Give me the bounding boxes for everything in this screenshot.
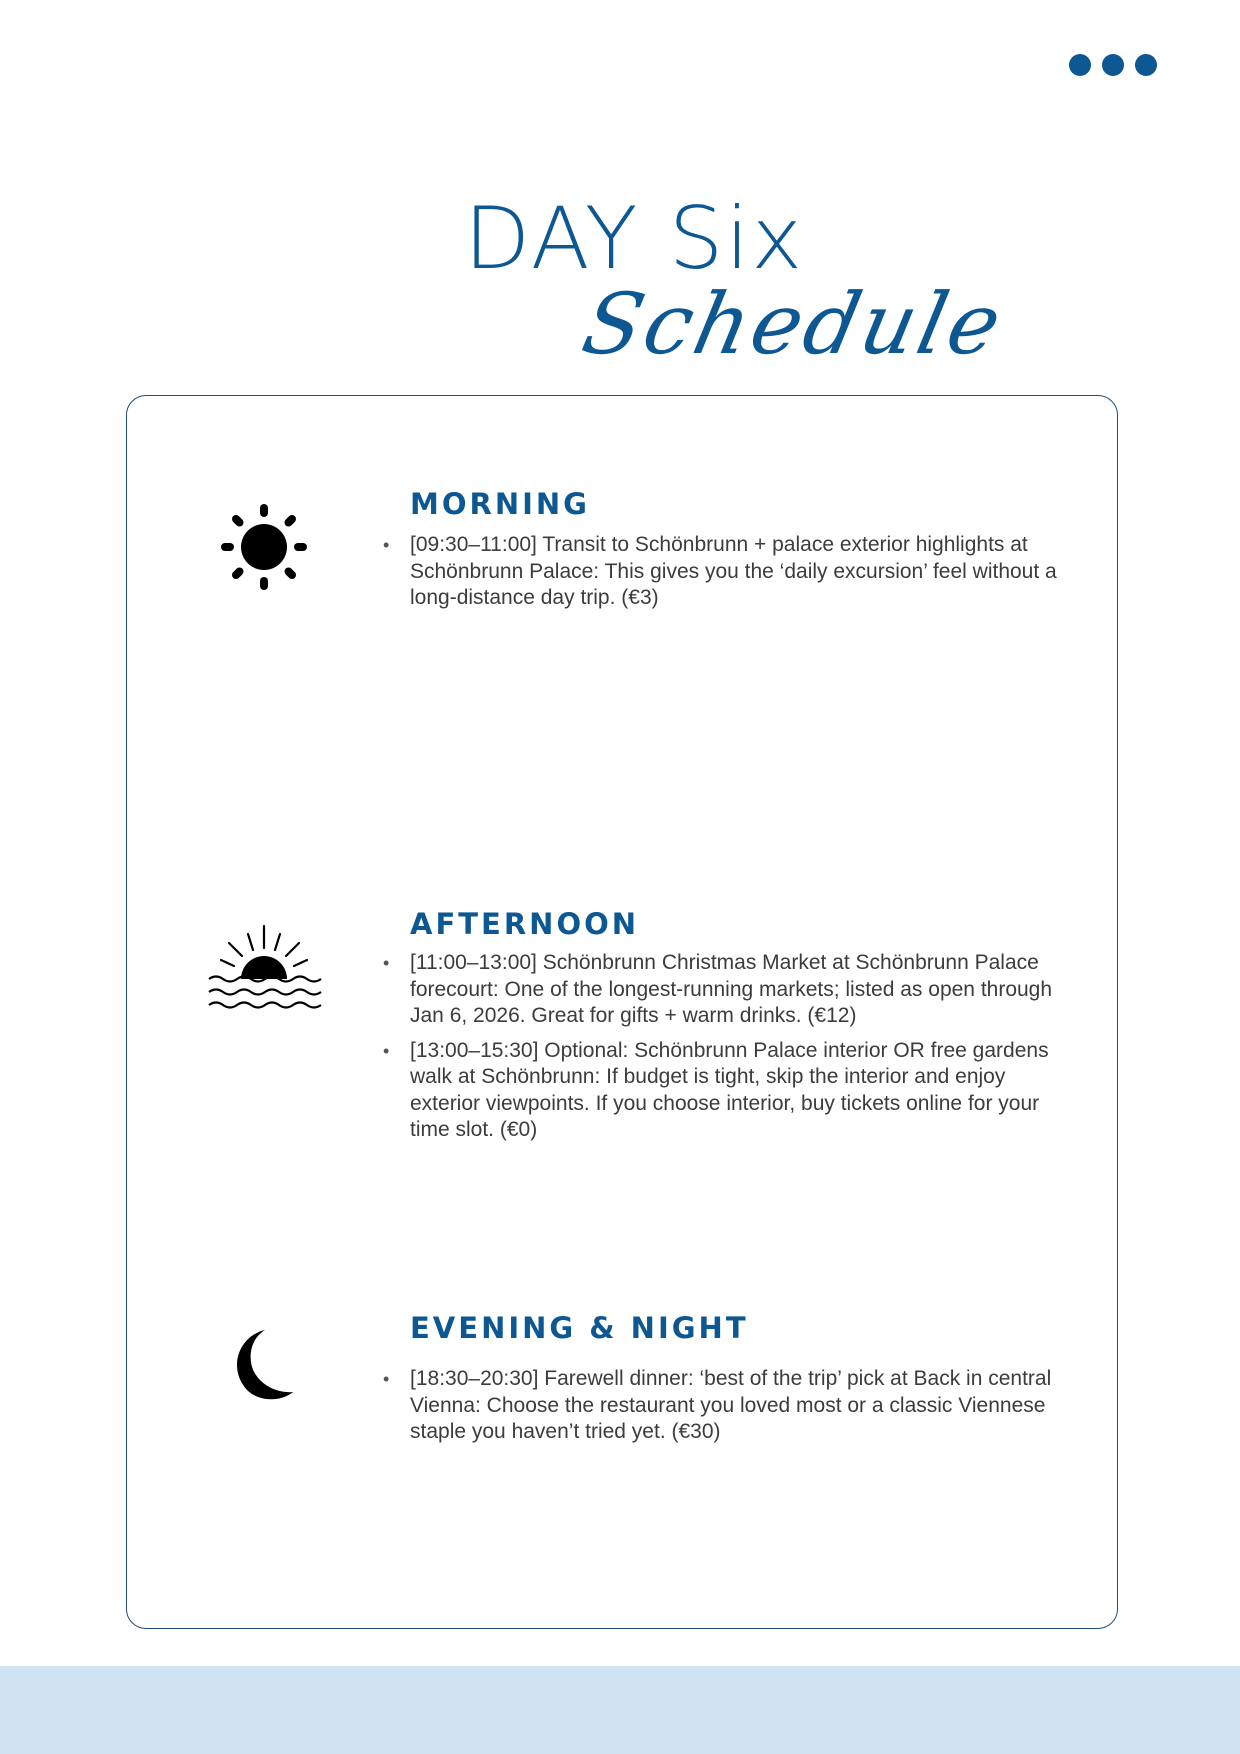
sunset-icon xyxy=(207,924,322,1009)
sun-icon xyxy=(219,502,309,592)
more-options-icon[interactable] xyxy=(1069,54,1157,76)
moon-icon xyxy=(229,1328,299,1403)
list-item: • [13:00–15:30] Optional: Schönbrunn Palace interior OR free gardens walk at Schönbrunn: If budget is tight, skip the interior and enjoy exterior viewpoints. If you choose interior, buy tickets online for your time slot. (€0) xyxy=(410,1038,1070,1144)
list-item: • [09:30–11:00] Transit to Schönbrunn + palace exterior highlights at Schönbrunn Palace: This gives you the ‘daily excursion’ feel without a long-distance day trip. (€3) xyxy=(410,532,1070,612)
section-heading: AFTERNOON xyxy=(410,907,640,941)
page-title: DAY Six xyxy=(464,189,805,289)
schedule-card xyxy=(126,395,1118,1629)
dot xyxy=(1069,54,1091,76)
activity-list xyxy=(410,532,1070,620)
footer-band xyxy=(0,1666,1240,1754)
list-item: • [11:00–13:00] Schönbrunn Christmas Market at Schönbrunn Palace forecourt: One of the longest-running markets; listed as open through Jan 6, 2026. Great for gifts + warm drinks. (€12) xyxy=(410,950,1070,1030)
section-heading: EVENING & NIGHT xyxy=(410,1311,749,1345)
activity-list xyxy=(410,1366,1070,1454)
dot xyxy=(1135,54,1157,76)
activity-list xyxy=(410,950,1070,1152)
page-subtitle: Schedule xyxy=(574,275,1013,373)
list-item: • [18:30–20:30] Farewell dinner: ‘best of the trip’ pick at Back in central Vienna: Choose the restaurant you loved most or a classic Viennese staple you haven’t tried yet. (€30) xyxy=(410,1366,1070,1446)
dot xyxy=(1102,54,1124,76)
section-heading: MORNING xyxy=(410,487,590,521)
